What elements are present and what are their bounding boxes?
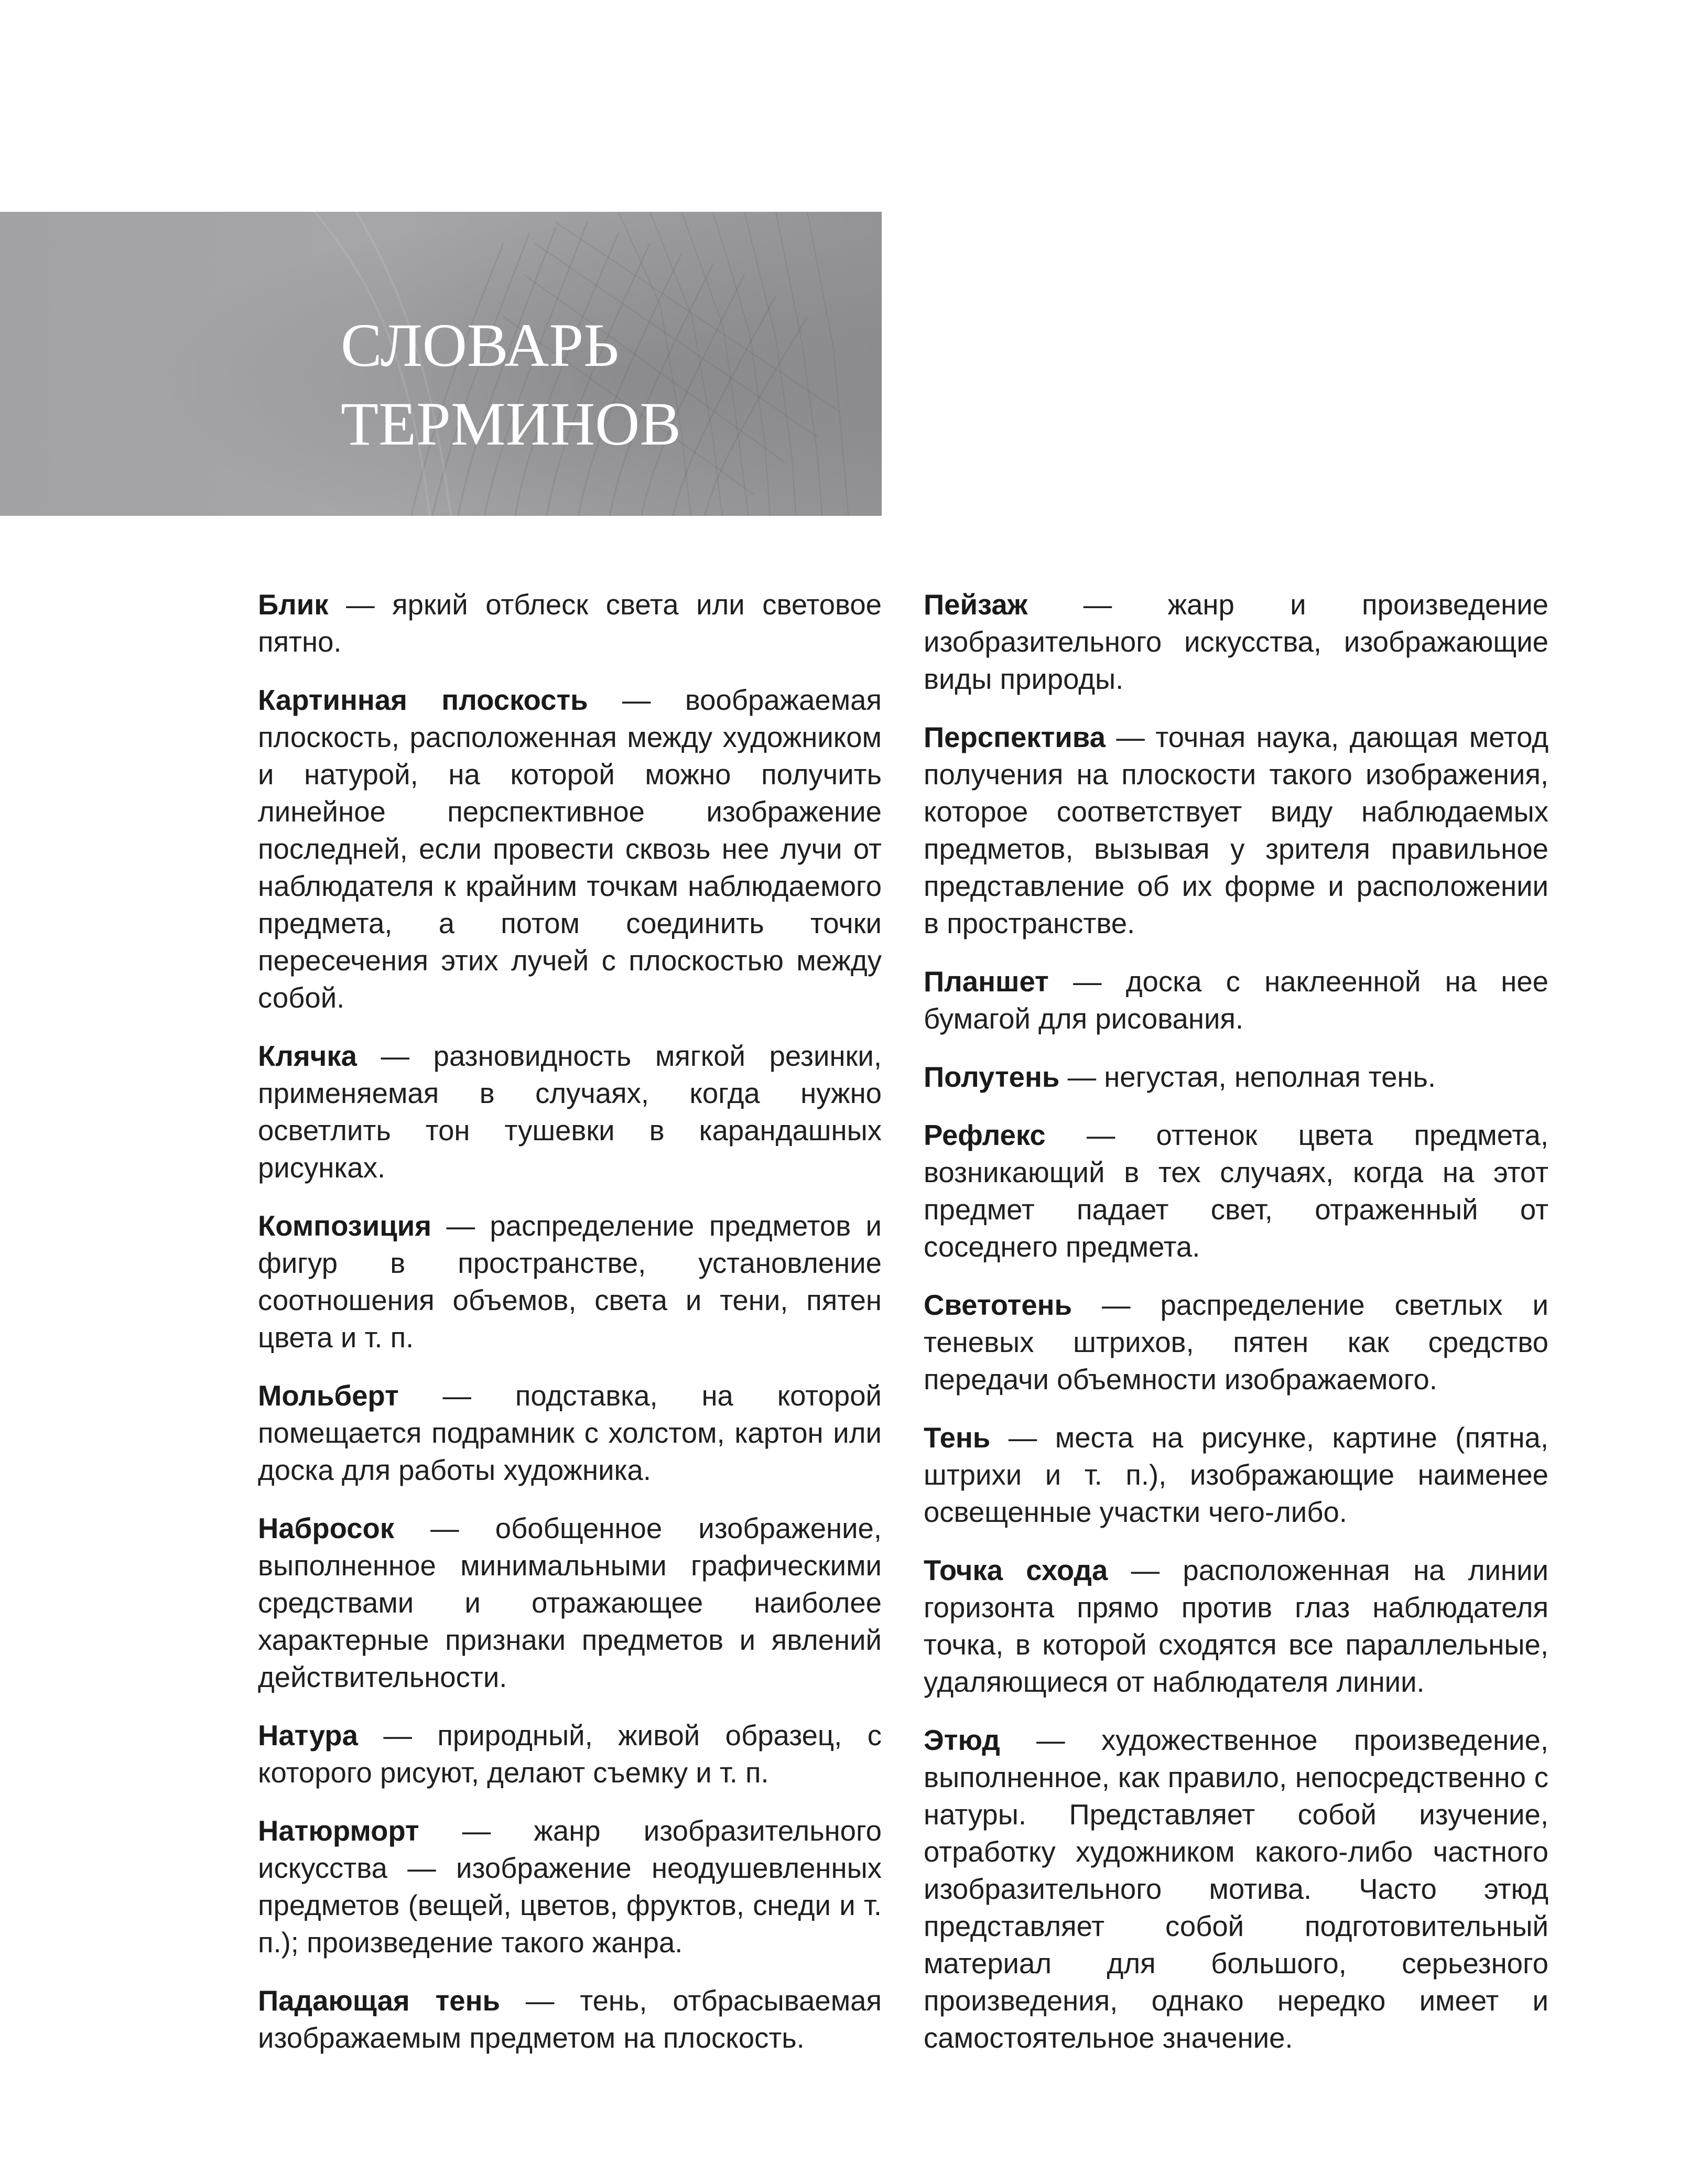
glossary-entry xyxy=(924,1722,1548,2057)
glossary-term: Пейзаж xyxy=(924,589,1028,621)
glossary-term: Натура xyxy=(258,1720,358,1751)
glossary-entry xyxy=(924,1058,1548,1096)
glossary-entry xyxy=(258,1982,882,2057)
page-title-line-2: ТЕРМИНОВ xyxy=(341,390,681,458)
glossary-definition: — подставка, на которой помещается подрамник с холстом, картон или доска для работы художника. xyxy=(258,1380,882,1486)
glossary-definition: — яркий отблеск света или световое пятно. xyxy=(258,589,882,658)
glossary-term: Полутень xyxy=(924,1061,1060,1093)
glossary-column-left xyxy=(258,586,882,2078)
glossary-definition: — обобщенное изображение, выполненное минимальными графическими средствами и отражающее наиболее характерные признаки предметов и явлений действительности. xyxy=(258,1512,882,1693)
page-title-line-1: СЛОВАРЬ xyxy=(341,311,619,380)
glossary-term: Падающая тень xyxy=(258,1985,500,2017)
glossary-definition: — доска с наклеенной на нее бумагой для рисования. xyxy=(924,966,1548,1035)
glossary-definition: — разновидность мягкой резинки, применяемая в случаях, когда нужно осветлить тон тушевки в карандашных рисунках. xyxy=(258,1040,882,1184)
glossary-term: Планшет xyxy=(924,966,1049,998)
glossary-term: Рефлекс xyxy=(924,1119,1046,1151)
glossary-definition: — жанр изобразительного искусства — изображение неодушевленных предметов (вещей, цветов, фруктов, снеди и т. п.); произведение такого жанра. xyxy=(258,1815,882,1959)
glossary-definition: — точная наука, дающая метод получения на плоскости такого изображения, которое соответствует виду наблюдаемых предметов, вызывая у зрителя правильное представление об их форме и расположении в пространстве. xyxy=(924,721,1548,939)
glossary-entry xyxy=(924,1552,1548,1701)
glossary-definition: — воображаемая плоскость, расположенная между художником и натурой, на которой можно получить линейное перспективное изображение последней, если провести сквозь нее лучи от наблюдателя к крайним точкам наблюдаемого предмета, а потом соединить точки пересечения этих лучей с плоскостью между собой. xyxy=(258,684,882,1014)
glossary-term: Тень xyxy=(924,1422,991,1454)
glossary-entry xyxy=(258,682,882,1017)
glossary-term: Композиция xyxy=(258,1210,432,1242)
glossary-term: Светотень xyxy=(924,1289,1072,1321)
glossary-entry xyxy=(924,963,1548,1037)
glossary-term: Натюрморт xyxy=(258,1815,419,1847)
glossary-entry xyxy=(258,1812,882,1961)
glossary-entry xyxy=(258,1207,882,1356)
glossary-entry xyxy=(924,1117,1548,1266)
glossary-term: Точка схода xyxy=(924,1554,1108,1586)
glossary-definition: — художественное произведение, выполненное, как правило, непосредственно с натуры. Представляет собой изучение, отработку художником какого-либо частного изобразительного мотива. Часто этюд представляет собой подготовительный материал для большого, серьезного произведения, однако нередко имеет и самостоятельное значение. xyxy=(924,1724,1548,2054)
glossary-definition: — расположенная на линии горизонта прямо против глаз наблюдателя точка, в которой сходятся все параллельные, удаляющиеся от наблюдателя линии. xyxy=(924,1554,1548,1698)
glossary-definition: — распределение светлых и теневых штрихов, пятен как средство передачи объемности изображаемого. xyxy=(924,1289,1548,1396)
glossary-definition: — негустая, неполная тень. xyxy=(1059,1061,1436,1093)
glossary-term: Блик xyxy=(258,589,329,621)
glossary-definition: — тень, отбрасываемая изображаемым предметом на плоскость. xyxy=(258,1985,882,2054)
title-banner xyxy=(0,212,882,516)
glossary-term: Мольберт xyxy=(258,1380,399,1412)
glossary-definition: — места на рисунке, картине (пятна, штрихи и т. п.), изображающие наименее освещенные участки чего-либо. xyxy=(924,1422,1548,1528)
glossary-definition: — оттенок цвета предмета, возникающий в тех случаях, когда на этот предмет падает свет, отраженный от соседнего предмета. xyxy=(924,1119,1548,1263)
glossary-term: Этюд xyxy=(924,1724,1000,1756)
glossary-term: Набросок xyxy=(258,1512,395,1544)
glossary-term: Перспектива xyxy=(924,721,1106,753)
glossary-entry xyxy=(924,719,1548,942)
glossary-entry xyxy=(258,1510,882,1696)
glossary-entry xyxy=(258,1037,882,1186)
glossary-entry xyxy=(258,1377,882,1489)
glossary-entry xyxy=(924,1419,1548,1531)
glossary-term: Клячка xyxy=(258,1040,357,1072)
glossary-entry xyxy=(258,586,882,661)
glossary-column-right xyxy=(924,586,1548,2078)
glossary-definition: — природный, живой образец, с которого рисуют, делают съемку и т. п. xyxy=(258,1720,882,1789)
glossary-term: Картинная плоскость xyxy=(258,684,588,716)
glossary-definition: — жанр и произведение изобразительного искусства, изображающие виды природы. xyxy=(924,589,1548,695)
glossary-entry xyxy=(924,1286,1548,1398)
glossary-entry xyxy=(258,1717,882,1791)
glossary-entry xyxy=(924,586,1548,698)
page-title xyxy=(341,306,681,463)
glossary-definition: — распределение предметов и фигур в пространстве, установление соотношения объемов, света и тени, пятен цвета и т. п. xyxy=(258,1210,882,1354)
